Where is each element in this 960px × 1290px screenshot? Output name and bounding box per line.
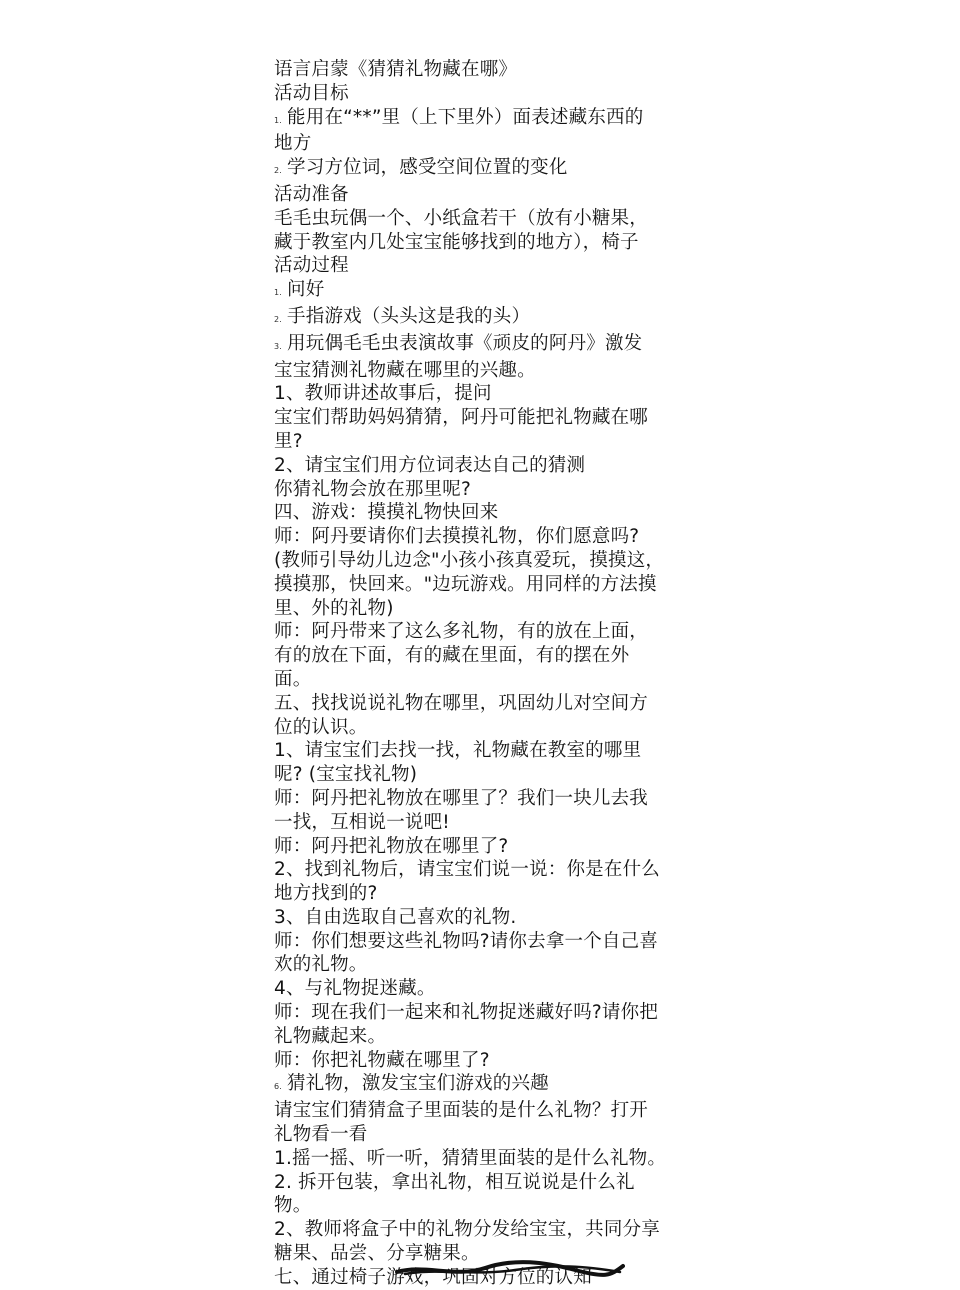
line-text: 手指游戏（头头这是我的头） [287,305,531,327]
text-line [274,525,704,549]
line-text: 能用在“**”里（上下里外）面表述藏东西的 [287,106,644,128]
list-number: 2. [274,314,283,324]
line-text: 活动准备 [274,183,349,205]
text-line [274,454,704,478]
line-text: 师：阿丹要请你们去摸摸礼物，你们愿意吗? [274,526,640,548]
line-text: 学习方位词，感受空间位置的变化 [287,157,568,179]
text-line [274,183,704,207]
list-number: 6. [274,1082,283,1092]
text-line [274,549,704,573]
line-text: 师：阿丹带来了这么多礼物，有的放在上面， [274,621,649,643]
document-body [274,58,704,1290]
text-line [274,668,704,692]
text-line [274,332,704,359]
text-line [274,787,704,811]
line-text: 语言启蒙《猜猜礼物藏在哪》 [274,59,518,80]
text-line [274,1147,704,1171]
text-line [274,1025,704,1049]
text-line [274,1171,704,1195]
text-line [274,478,704,502]
line-text: 师：阿丹把礼物放在哪里了？我们一块儿去我 [274,787,649,809]
line-text: 五、找找说说礼物在哪里，巩固幼儿对空间方 [274,692,649,714]
line-text: 1、教师讲述故事后，提问 [274,383,492,405]
text-line [274,106,704,133]
text-line [274,430,704,454]
text-line [274,359,704,383]
text-line [274,858,704,882]
line-text: 师：你们想要这些礼物吗?请你去拿一个自己喜 [274,930,659,952]
line-text: 你猜礼物会放在那里呢? [274,478,472,500]
text-line [274,573,704,597]
line-text: 一找，互相说一说吧! [274,811,450,833]
line-text: 师：阿丹把礼物放在哪里了? [274,835,509,857]
text-line [274,597,704,621]
text-line [274,811,704,835]
cut-off-line [274,1276,704,1280]
line-text: 请宝宝们猜猜盒子里面装的是什么礼物？打开 [274,1100,649,1122]
list-number: 3. [274,341,283,351]
line-text: 师：现在我们一起来和礼物捉迷藏好吗?请你把 [274,1002,659,1024]
line-text: 礼物藏起来。 [274,1025,387,1047]
text-line [274,501,704,525]
text-line [274,882,704,906]
text-line [274,1242,704,1266]
text-line [274,278,704,305]
text-line [274,406,704,430]
line-text: 1.摇一摇、听一听，猜猜里面装的是什么礼物。 [274,1147,667,1169]
text-line [274,977,704,1001]
text-line [274,382,704,406]
text-line [274,763,704,787]
document-title [274,58,704,82]
line-text: 活动目标 [274,82,349,104]
text-line [274,305,704,332]
text-line [274,1001,704,1025]
line-text: 2、找到礼物后，请宝宝们说一说：你是在什么 [274,859,660,881]
line-text: 2. 拆开包装，拿出礼物，相互说说是什么礼 [274,1171,635,1193]
line-text: 毛毛虫玩偶一个、小纸盒若干（放有小糖果， [274,207,649,229]
line-text: 用玩偶毛毛虫表演故事《顽皮的阿丹》激发 [287,332,643,354]
text-line [274,835,704,859]
line-text: 四、游戏：摸摸礼物快回来 [274,502,499,524]
line-text: 物。 [274,1195,312,1217]
text-line [274,953,704,977]
line-text: 糖果、品尝、分享糖果。 [274,1243,480,1265]
text-line [274,132,704,156]
line-text: 有的放在下面，有的藏在里面，有的摆在外 [274,645,630,667]
line-text: 七、通过椅子游戏，巩固对方位的认知 [274,1266,592,1288]
text-line [274,156,704,183]
line-text: 宝宝猜测礼物藏在哪里的兴趣。 [274,359,536,381]
line-text: 猜礼物，激发宝宝们游戏的兴趣 [287,1073,549,1095]
line-text: 师：你把礼物藏在哪里了? [274,1049,490,1071]
text-line [274,231,704,255]
text-line [274,906,704,930]
text-line [274,82,704,106]
line-text: 1、请宝宝们去找一找，礼物藏在教室的哪里 [274,740,642,762]
text-line [274,1099,704,1123]
line-text: 3、自由选取自己喜欢的礼物. [274,906,517,928]
line-text: 礼物看一看 [274,1124,368,1146]
text-line [274,1049,704,1073]
line-text: 欢的礼物。 [274,954,368,976]
line-text: 地方找到的? [274,883,378,905]
text-line [274,644,704,668]
line-text: 面。 [274,668,312,690]
line-text: 地方 [274,133,312,155]
text-line [274,620,704,644]
list-number: 2. [274,166,283,176]
line-text: 2、请宝宝们用方位词表达自己的猜测 [274,454,586,476]
line-text: 里、外的礼物) [274,597,394,619]
text-line [274,1218,704,1242]
list-number: 1. [274,288,283,298]
text-line [274,739,704,763]
text-line [274,716,704,740]
line-text: 位的认识。 [274,716,368,738]
line-text: (教师引导幼儿边念"小孩小孩真爱玩，摸摸这， [274,549,665,571]
text-line [274,1194,704,1218]
line-text: 呢? (宝宝找礼物) [274,764,418,786]
line-text: 里? [274,430,303,452]
line-text: 2、教师将盒子中的礼物分发给宝宝，共同分享 [274,1219,660,1241]
line-text: 活动过程 [274,255,349,277]
text-line [274,1123,704,1147]
text-line [274,207,704,231]
line-text: 宝宝们帮助妈妈猜猜，阿丹可能把礼物藏在哪 [274,407,649,429]
line-text: 摸摸那，快回来。"边玩游戏。用同样的方法摸 [274,573,657,595]
line-text: 问好 [287,279,325,301]
line-text: 4、与礼物捉迷藏。 [274,978,436,1000]
list-number: 1. [274,115,283,125]
text-line [274,254,704,278]
text-line [274,692,704,716]
text-line [274,930,704,954]
text-line [274,1072,704,1099]
line-text: 藏于教室内几处宝宝能够找到的地方），椅子 [274,231,639,253]
